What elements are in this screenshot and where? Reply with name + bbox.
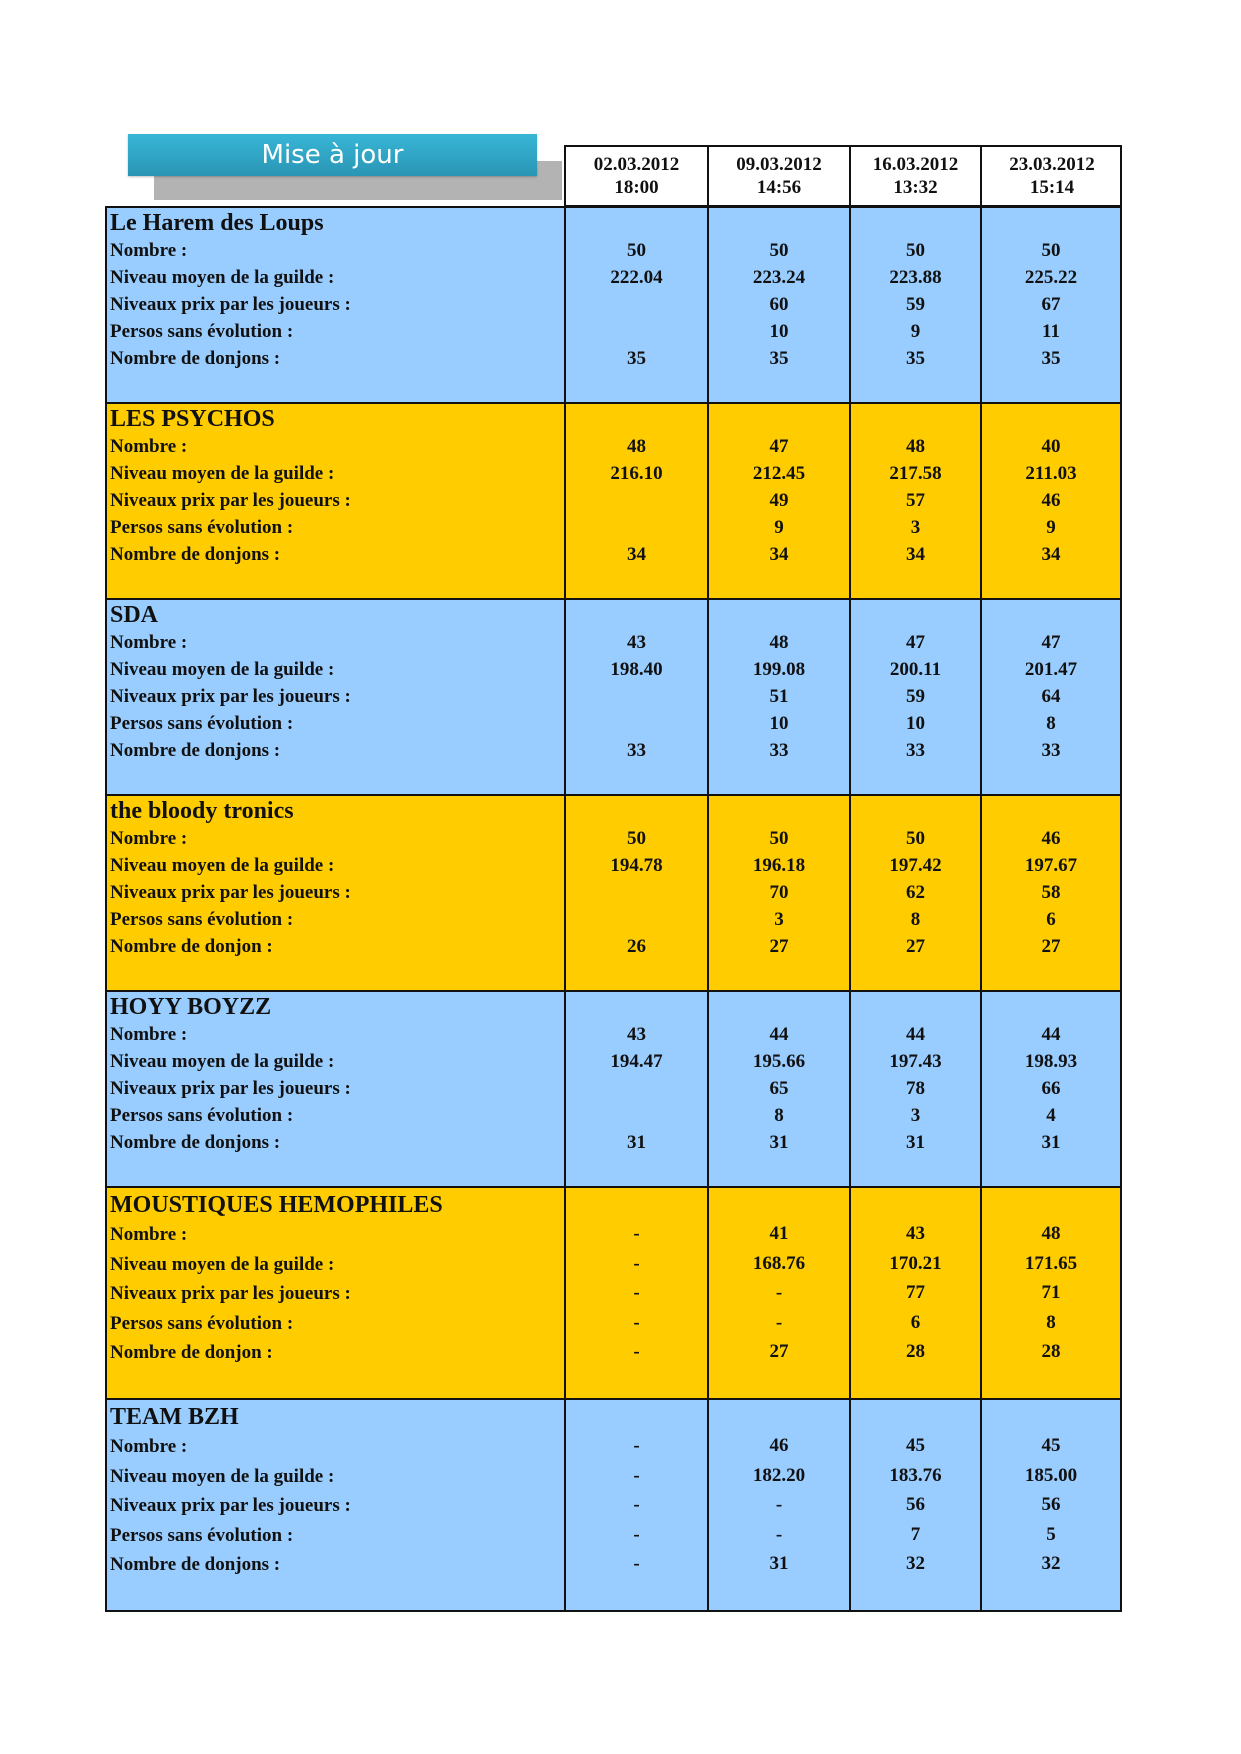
- cell-value: 40: [1041, 436, 1061, 457]
- guild-block: [107, 1398, 1120, 1610]
- guild-name: LES PSYCHOS: [110, 406, 275, 432]
- row-label: Nombre de donjon :: [110, 1342, 273, 1363]
- column-time: 15:14: [1029, 177, 1075, 198]
- column-header: [566, 147, 707, 205]
- cell-value: 31: [627, 1132, 646, 1153]
- cell-value: [566, 487, 707, 514]
- cell-value: -: [633, 1252, 640, 1274]
- cell-value: 67: [1041, 294, 1061, 315]
- cell-value: 199.08: [752, 659, 806, 680]
- cell-value: [566, 710, 707, 737]
- cell-value: -: [633, 1282, 640, 1303]
- row-label: Niveau moyen de la guilde :: [110, 267, 335, 288]
- value-column: [980, 1400, 1120, 1610]
- cell-value: 65: [769, 1078, 789, 1099]
- guild-labels: [107, 600, 564, 794]
- cell-value: 59: [906, 686, 925, 707]
- cell-value: 10: [769, 321, 789, 342]
- value-column: [849, 208, 980, 402]
- cell-value: -: [775, 1282, 783, 1303]
- cell-value: [566, 1075, 707, 1102]
- cell-value: 223.88: [889, 267, 942, 288]
- cell-value: 7: [910, 1523, 921, 1545]
- cell-value: -: [633, 1523, 640, 1545]
- value-column: [707, 208, 849, 402]
- cell-value: 64: [1041, 686, 1061, 707]
- cell-value: 10: [906, 713, 925, 734]
- cell-value: 46: [1041, 490, 1061, 511]
- cell-value: 11: [1042, 321, 1060, 342]
- cell-value: 34: [627, 544, 646, 565]
- value-column: [980, 404, 1120, 598]
- value-column: [849, 404, 980, 598]
- cell-value: 183.76: [889, 1464, 942, 1486]
- cell-value: 201.47: [1024, 659, 1078, 680]
- cell-value: 51: [769, 686, 789, 707]
- cell-value: 8: [1046, 1311, 1056, 1333]
- row-label: Nombre de donjons :: [110, 740, 281, 761]
- value-column: [980, 600, 1120, 794]
- cell-value: 70: [769, 882, 789, 903]
- value-column: [980, 796, 1120, 990]
- value-column: [980, 1188, 1120, 1398]
- cell-value: 35: [1041, 348, 1061, 369]
- row-label: Nombre :: [110, 436, 188, 457]
- cell-value: 46: [1041, 828, 1061, 849]
- row-label: Nombre de donjons :: [110, 544, 281, 565]
- cell-value: 170.21: [889, 1252, 942, 1274]
- cell-value: 197.43: [889, 1051, 942, 1072]
- guild-block: [107, 794, 1120, 990]
- cell-value: 6: [910, 1311, 921, 1333]
- cell-value: 217.58: [889, 463, 942, 484]
- guild-labels: [107, 1188, 564, 1398]
- row-label: Niveau moyen de la guilde :: [110, 1465, 335, 1487]
- cell-value: 34: [769, 544, 789, 565]
- cell-value: 200.11: [889, 659, 942, 680]
- cell-value: 31: [769, 1553, 789, 1574]
- cell-value: 31: [769, 1132, 789, 1153]
- update-button[interactable]: Mise à jour: [128, 134, 537, 176]
- guild-name: the bloody tronics: [110, 798, 294, 824]
- cell-value: 225.22: [1024, 267, 1078, 288]
- cell-value: 223.24: [752, 267, 806, 288]
- cell-value: 58: [1041, 882, 1061, 903]
- row-label: Niveau moyen de la guilde :: [110, 855, 335, 876]
- row-label: Nombre :: [110, 240, 188, 261]
- cell-value: [566, 1102, 707, 1129]
- cell-value: 211.03: [1025, 463, 1077, 484]
- row-label: Nombre :: [110, 632, 188, 653]
- cell-value: 48: [627, 436, 646, 457]
- value-column: [564, 404, 707, 598]
- column-date: 16.03.2012: [872, 154, 959, 175]
- cell-value: 194.78: [610, 855, 663, 876]
- cell-value: 47: [1041, 632, 1061, 653]
- cell-value: 50: [906, 828, 925, 849]
- cell-value: 194.47: [610, 1051, 663, 1072]
- row-label: Nombre de donjons :: [110, 1554, 281, 1575]
- row-label: Niveau moyen de la guilde :: [110, 659, 335, 680]
- cell-value: 28: [1041, 1341, 1061, 1362]
- cell-value: 41: [769, 1223, 789, 1244]
- row-label: Nombre de donjons :: [110, 348, 281, 369]
- guild-labels: [107, 992, 564, 1186]
- guild-labels: [107, 208, 564, 402]
- cell-value: -: [633, 1311, 640, 1333]
- cell-value: 33: [906, 740, 925, 761]
- cell-value: 78: [906, 1078, 925, 1099]
- cell-value: 9: [1046, 517, 1056, 538]
- cell-value: 182.20: [752, 1464, 806, 1486]
- cell-value: 31: [1041, 1132, 1061, 1153]
- cell-value: -: [775, 1311, 783, 1333]
- cell-value: 198.93: [1024, 1051, 1078, 1072]
- cell-value: 27: [769, 1341, 789, 1362]
- cell-value: 27: [906, 936, 925, 957]
- row-label: Persos sans évolution :: [110, 1524, 294, 1546]
- value-column: [849, 600, 980, 794]
- value-column: [707, 600, 849, 794]
- cell-value: 198.40: [610, 659, 663, 680]
- column-time: 14:56: [756, 177, 802, 198]
- value-column: [849, 796, 980, 990]
- cell-value: 43: [906, 1223, 925, 1244]
- row-label: Nombre :: [110, 1024, 188, 1045]
- cell-value: 212.45: [752, 463, 806, 484]
- guild-block: [107, 208, 1120, 402]
- row-label: Niveau moyen de la guilde :: [110, 1253, 335, 1275]
- cell-value: 44: [1041, 1024, 1061, 1045]
- row-label: Niveaux prix par les joueurs :: [110, 686, 351, 707]
- guild-name: SDA: [110, 602, 159, 628]
- row-label: Persos sans évolution :: [110, 321, 294, 342]
- cell-value: 50: [769, 828, 789, 849]
- cell-value: 45: [906, 1435, 925, 1456]
- guild-block: [107, 598, 1120, 794]
- cell-value: 50: [769, 240, 789, 261]
- cell-value: 50: [906, 240, 925, 261]
- column-date: 09.03.2012: [736, 154, 822, 175]
- cell-value: 185.00: [1024, 1464, 1078, 1486]
- guild-block: [107, 402, 1120, 598]
- cell-value: 66: [1041, 1078, 1061, 1099]
- cell-value: 48: [1041, 1223, 1061, 1244]
- guild-name: TEAM BZH: [110, 1404, 239, 1430]
- cell-value: 60: [769, 294, 789, 315]
- cell-value: 197.67: [1024, 855, 1078, 876]
- cell-value: 44: [906, 1024, 925, 1045]
- cell-value: 32: [906, 1553, 925, 1574]
- cell-value: 9: [910, 321, 921, 342]
- row-label: Nombre :: [110, 1436, 188, 1457]
- cell-value: 3: [910, 1105, 921, 1126]
- cell-value: 32: [1041, 1553, 1061, 1574]
- cell-value: [566, 318, 707, 345]
- value-column: [564, 208, 707, 402]
- row-label: Nombre de donjons :: [110, 1132, 281, 1153]
- cell-value: 171.65: [1024, 1252, 1078, 1274]
- row-label: Niveaux prix par les joueurs :: [110, 490, 351, 511]
- cell-value: 56: [1041, 1494, 1061, 1515]
- cell-value: 71: [1041, 1282, 1061, 1303]
- guild-name: Le Harem des Loups: [110, 210, 324, 236]
- cell-value: 195.66: [752, 1051, 806, 1072]
- value-column: [707, 1400, 849, 1610]
- cell-value: 9: [774, 517, 784, 538]
- guild-block: [107, 990, 1120, 1186]
- cell-value: [566, 906, 707, 933]
- value-column: [707, 1188, 849, 1398]
- row-label: Nombre :: [110, 828, 188, 849]
- value-column: [707, 796, 849, 990]
- cell-value: -: [633, 1435, 640, 1456]
- guild-name: HOYY BOYZZ: [110, 994, 272, 1020]
- row-label: Niveaux prix par les joueurs :: [110, 1283, 351, 1304]
- guild-block: [107, 1186, 1120, 1398]
- cell-value: 50: [627, 828, 646, 849]
- guild-labels: [107, 796, 564, 990]
- row-label: Niveaux prix par les joueurs :: [110, 294, 351, 315]
- cell-value: 33: [769, 740, 789, 761]
- cell-value: 5: [1046, 1523, 1056, 1545]
- cell-value: 47: [906, 632, 925, 653]
- column-header: [849, 147, 980, 205]
- cell-value: 168.76: [752, 1252, 806, 1274]
- cell-value: 35: [906, 348, 925, 369]
- row-label: Niveau moyen de la guilde :: [110, 1051, 335, 1072]
- row-label: Niveau moyen de la guilde :: [110, 463, 335, 484]
- cell-value: -: [775, 1523, 783, 1545]
- cell-value: 34: [1041, 544, 1061, 565]
- cell-value: 27: [1041, 936, 1061, 957]
- guild-table: [105, 206, 1122, 1612]
- row-label: Niveaux prix par les joueurs :: [110, 1078, 351, 1099]
- value-column: [707, 404, 849, 598]
- cell-value: 47: [769, 436, 789, 457]
- date-header-row: [564, 145, 1122, 207]
- cell-value: 35: [769, 348, 789, 369]
- cell-value: -: [633, 1464, 640, 1486]
- cell-value: 8: [910, 909, 921, 930]
- guild-labels: [107, 404, 564, 598]
- cell-value: 28: [906, 1341, 925, 1362]
- cell-value: 33: [1041, 740, 1061, 761]
- cell-value: 222.04: [610, 267, 663, 288]
- cell-value: 31: [906, 1132, 925, 1153]
- row-label: Persos sans évolution :: [110, 1105, 294, 1126]
- value-column: [564, 796, 707, 990]
- cell-value: 49: [769, 490, 789, 511]
- cell-value: -: [775, 1494, 783, 1515]
- cell-value: 26: [627, 936, 646, 957]
- cell-value: 3: [910, 517, 921, 538]
- cell-value: 8: [1046, 713, 1056, 734]
- cell-value: 59: [906, 294, 925, 315]
- column-header: [980, 147, 1122, 205]
- cell-value: 196.18: [752, 855, 806, 876]
- cell-value: [566, 683, 707, 710]
- cell-value: 33: [627, 740, 646, 761]
- cell-value: -: [633, 1494, 640, 1515]
- column-time: 18:00: [614, 177, 659, 198]
- cell-value: 6: [1046, 909, 1056, 930]
- cell-value: [566, 291, 707, 318]
- value-column: [849, 1400, 980, 1610]
- cell-value: 3: [774, 909, 784, 930]
- cell-value: 43: [627, 632, 646, 653]
- cell-value: 197.42: [889, 855, 942, 876]
- value-column: [707, 992, 849, 1186]
- cell-value: 4: [1046, 1105, 1056, 1126]
- cell-value: [566, 879, 707, 906]
- cell-value: 8: [774, 1105, 784, 1126]
- cell-value: 48: [769, 632, 789, 653]
- cell-value: 57: [906, 490, 925, 511]
- cell-value: 48: [906, 436, 925, 457]
- row-label: Niveaux prix par les joueurs :: [110, 882, 351, 903]
- cell-value: 10: [769, 713, 789, 734]
- cell-value: -: [633, 1223, 640, 1244]
- row-label: Persos sans évolution :: [110, 909, 294, 930]
- cell-value: 50: [1041, 240, 1061, 261]
- cell-value: 62: [906, 882, 925, 903]
- value-column: [980, 992, 1120, 1186]
- value-column: [980, 208, 1120, 402]
- value-column: [849, 1188, 980, 1398]
- value-column: [564, 992, 707, 1186]
- cell-value: 50: [627, 240, 646, 261]
- cell-value: -: [633, 1341, 640, 1362]
- cell-value: 56: [906, 1494, 925, 1515]
- cell-value: 46: [769, 1435, 789, 1456]
- value-column: [564, 600, 707, 794]
- guild-labels: [107, 1400, 564, 1610]
- cell-value: 27: [769, 936, 789, 957]
- column-time: 13:32: [893, 177, 938, 198]
- cell-value: 43: [627, 1024, 646, 1045]
- row-label: Persos sans évolution :: [110, 713, 294, 734]
- cell-value: 45: [1041, 1435, 1061, 1456]
- row-label: Persos sans évolution :: [110, 1312, 294, 1334]
- column-header: [707, 147, 849, 205]
- cell-value: 44: [769, 1024, 789, 1045]
- column-date: 02.03.2012: [593, 154, 680, 175]
- cell-value: 34: [906, 544, 925, 565]
- row-label: Nombre de donjon :: [110, 936, 273, 957]
- guild-name: MOUSTIQUES HEMOPHILES: [110, 1192, 443, 1218]
- column-date: 23.03.2012: [1009, 154, 1095, 175]
- value-column: [849, 992, 980, 1186]
- row-label: Niveaux prix par les joueurs :: [110, 1495, 351, 1516]
- cell-value: -: [633, 1553, 640, 1574]
- row-label: Persos sans évolution :: [110, 517, 294, 538]
- value-column: [564, 1400, 707, 1610]
- cell-value: [566, 514, 707, 541]
- cell-value: 35: [627, 348, 646, 369]
- cell-value: 77: [906, 1282, 925, 1303]
- cell-value: 216.10: [610, 463, 663, 484]
- row-label: Nombre :: [110, 1224, 188, 1245]
- value-column: [564, 1188, 707, 1398]
